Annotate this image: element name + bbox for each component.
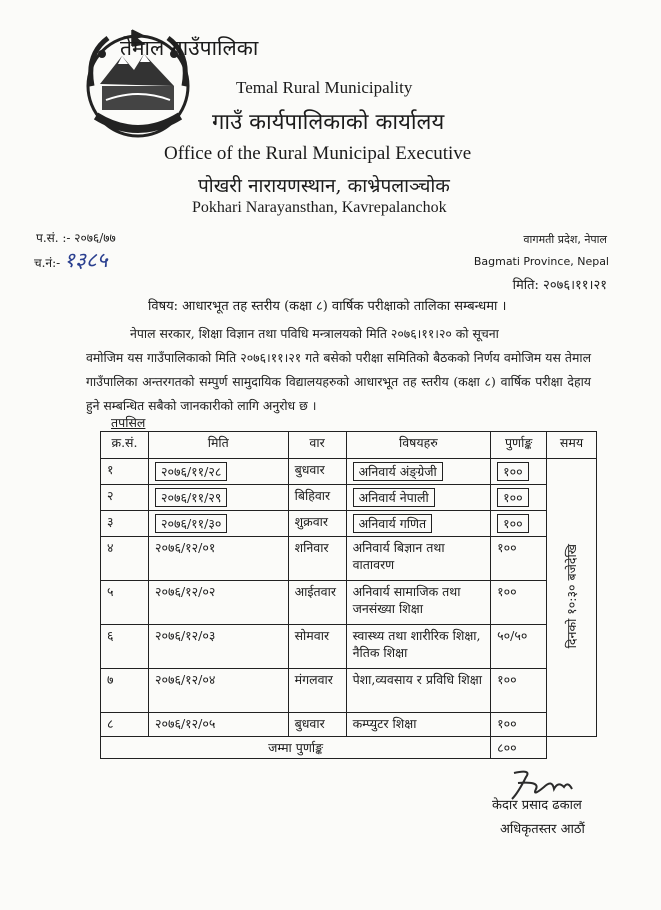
cell-subject: अनिवार्य नेपाली xyxy=(346,485,491,511)
header-office-np: गाउँ कार्यपालिकाको कार्यालय xyxy=(212,110,445,135)
cell-marks: १०० xyxy=(491,669,547,713)
cell-date: २०७६/१२/०१ xyxy=(148,537,288,581)
cell-sn: ५ xyxy=(101,581,149,625)
cell-day: मंगलवार xyxy=(288,669,346,713)
cell-day: बुधवार xyxy=(288,459,346,485)
chalani-number xyxy=(34,246,108,274)
cell-sn: १ xyxy=(101,459,149,485)
col-header-date: मिति xyxy=(148,432,288,459)
total-label: जम्मा पुर्णाङ्क xyxy=(101,737,491,759)
cell-sn: ६ xyxy=(101,625,149,669)
header-office-en: Office of the Rural Municipal Executive xyxy=(164,143,472,164)
cell-subject: स्वास्थ्य तथा शारीरिक शिक्षा, नैतिक शिक्षा xyxy=(346,625,491,669)
cell-time xyxy=(547,459,597,737)
cell-marks: १०० xyxy=(491,485,547,511)
cell-date: २०७६/११/२९ xyxy=(148,485,288,511)
header-title-np: तेमाल गाउँपालिका xyxy=(120,36,259,60)
col-header-day: वार xyxy=(288,432,346,459)
col-header-sn: क्र.सं. xyxy=(101,432,149,459)
chalani-label: च.नं:- xyxy=(34,256,61,270)
tapsil-heading: तपसिल xyxy=(111,415,146,430)
province-np: वागमती प्रदेश, नेपाल xyxy=(523,233,607,246)
header-title-en: Temal Rural Municipality xyxy=(236,78,413,97)
cell-day: शनिवार xyxy=(288,537,346,581)
cell-sn: ४ xyxy=(101,537,149,581)
cell-marks: १०० xyxy=(491,511,547,537)
cell-sn: ८ xyxy=(101,713,149,737)
col-header-subject: विषयहरु xyxy=(346,432,491,459)
cell-date: २०७६/१२/०३ xyxy=(148,625,288,669)
cell-subject: अनिवार्य अंङ्ग्रेजी xyxy=(346,459,491,485)
cell-subject: कम्प्युटर शिक्षा xyxy=(346,713,491,737)
signatory-designation: अधिकृतस्तर आठौं xyxy=(500,822,585,837)
header-address-en: Pokhari Narayansthan, Kavrepalanchok xyxy=(192,199,447,216)
body-line-2: वमोजिम यस गाउँपालिकाको मिति २०७६।११।२१ गते बसेको परीक्षा समितिको बैठकको निर्णय वमोजिम यस तेमाल गाउँपालिका अन्तरगतको सम्पुर्ण सामुदायिक विद्यालयहरुको आधारभूत तह स्तरीय (कक्षा ८) वार्षिक परीक्षा देहाय हुने सम्बन्धित सबैको जानकारीको लागि अनुरोध छ । xyxy=(86,350,591,413)
province-en: Bagmati Province, Nepal xyxy=(473,255,609,268)
total-value: ८०० xyxy=(491,737,547,759)
table-header-row xyxy=(101,432,597,459)
cell-date: २०७६/१२/०२ xyxy=(148,581,288,625)
col-header-time: समय xyxy=(547,432,597,459)
cell-day: शुक्रवार xyxy=(288,511,346,537)
cell-subject: अनिवार्य बिज्ञान तथा वातावरण xyxy=(346,537,491,581)
letter-body xyxy=(86,322,591,418)
exam-time: दिनको १०:३० बजेदेखि xyxy=(564,543,580,649)
cell-marks: १०० xyxy=(491,459,547,485)
letter-date: मिति: २०७६।११।२१ xyxy=(512,278,607,293)
cell-date: २०७६/१२/०५ xyxy=(148,713,288,737)
table-row xyxy=(101,537,597,581)
col-header-marks: पुर्णाङ्क xyxy=(491,432,547,459)
exam-schedule-table xyxy=(100,431,597,759)
cell-subject: पेशा,व्यवसाय र प्रविधि शिक्षा xyxy=(346,669,491,713)
table-total-row xyxy=(101,737,597,759)
cell-date: २०७६/११/३० xyxy=(148,511,288,537)
patra-sankhya: प.सं. :- २०७६/७७ xyxy=(36,231,116,245)
cell-date: २०७६/१२/०४ xyxy=(148,669,288,713)
cell-marks: १०० xyxy=(491,537,547,581)
table-row xyxy=(101,713,597,737)
cell-sn: ३ xyxy=(101,511,149,537)
cell-date: २०७६/११/२८ xyxy=(148,459,288,485)
cell-marks: १०० xyxy=(491,713,547,737)
total-blank xyxy=(547,737,597,759)
table-row xyxy=(101,459,597,485)
table-row xyxy=(101,511,597,537)
table-row xyxy=(101,581,597,625)
cell-day: बुधवार xyxy=(288,713,346,737)
table-row xyxy=(101,625,597,669)
table-row xyxy=(101,669,597,713)
cell-day: सोमवार xyxy=(288,625,346,669)
letter-subject: विषय: आधारभूत तह स्तरीय (कक्षा ८) वार्षिक परीक्षाको तालिका सम्बन्धमा । xyxy=(148,299,507,314)
chalani-value: १३८५ xyxy=(64,248,108,272)
cell-marks: १०० xyxy=(491,581,547,625)
signatory-name: केदार प्रसाद ढकाल xyxy=(492,798,582,813)
cell-sn: २ xyxy=(101,485,149,511)
cell-sn: ७ xyxy=(101,669,149,713)
cell-day: आईतवार xyxy=(288,581,346,625)
body-line-1: नेपाल सरकार, शिक्षा विज्ञान तथा पविधि मन्त्रालयको मिति २०७६।११।२० को सूचना xyxy=(130,326,499,341)
cell-marks: ५०/५० xyxy=(491,625,547,669)
cell-subject: अनिवार्य गणित xyxy=(346,511,491,537)
header-address-np: पोखरी नारायणस्थान, काभ्रेपलाञ्चोक xyxy=(198,175,450,197)
table-row xyxy=(101,485,597,511)
cell-subject: अनिवार्य सामाजिक तथा जनसंख्या शिक्षा xyxy=(346,581,491,625)
cell-day: बिहिवार xyxy=(288,485,346,511)
